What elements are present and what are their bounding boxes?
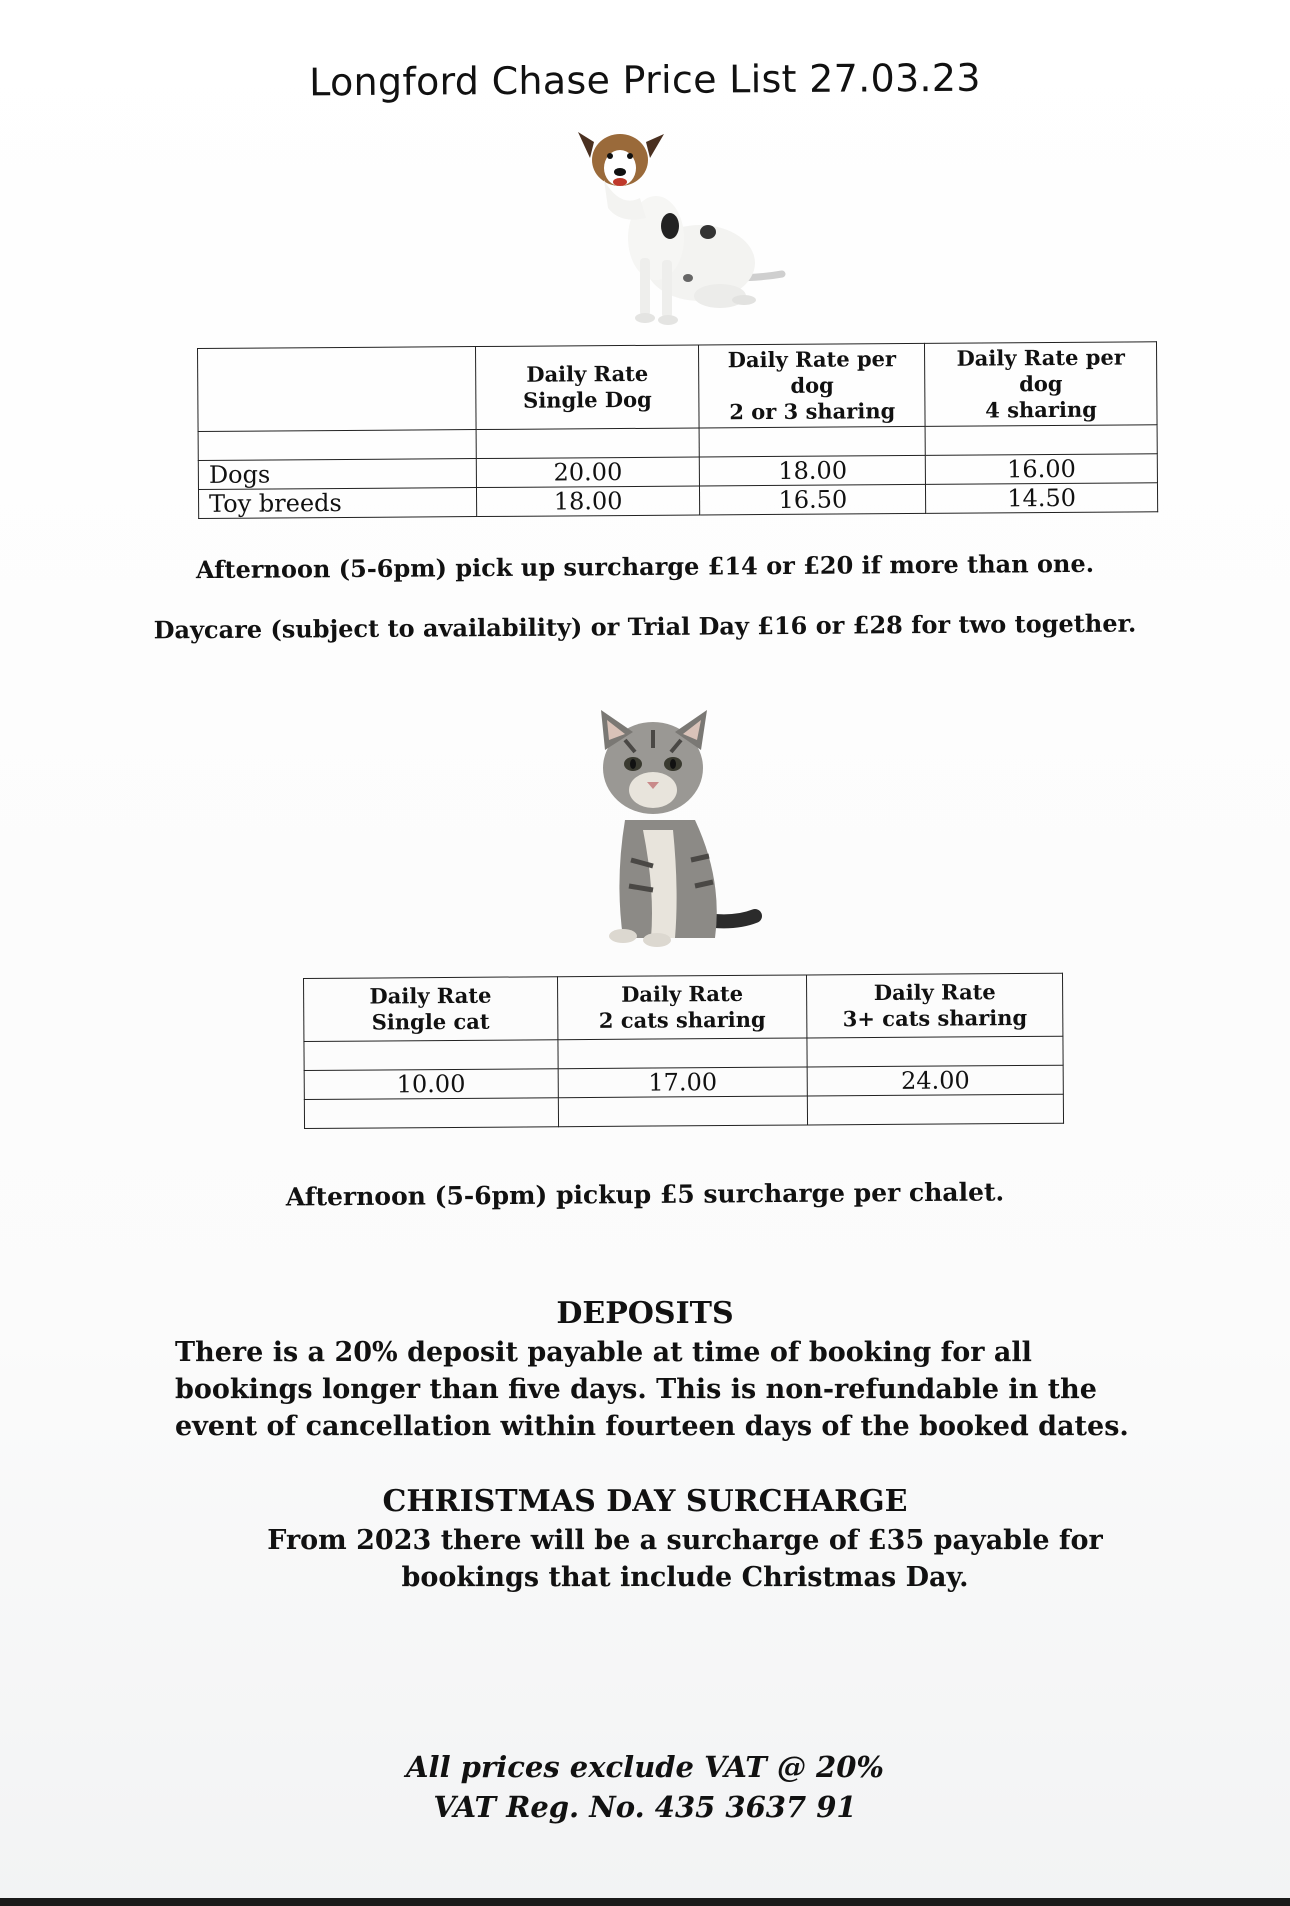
bottom-edge-bar [0,1898,1290,1906]
cat-illustration [595,710,765,950]
dog-illustration [560,128,790,328]
dog-rates-table [197,341,1158,519]
table-header-row [198,342,1158,432]
table-header-row [304,973,1063,1041]
rate-two-cats-sharing: 17.00 [558,1067,808,1098]
rate-single-cat: 10.00 [304,1069,558,1100]
rate-four-sharing: 14.50 [926,483,1158,514]
header-two-three-sharing: Daily Rate per dog 2 or 3 sharing [699,343,925,428]
table-spacer-row [304,1094,1063,1128]
rate-single-dog: 18.00 [476,486,700,517]
header-two-cats-sharing: Daily Rate 2 cats sharing [557,975,807,1040]
rate-two-three-sharing: 16.50 [700,484,926,515]
vat-note: All prices exclude VAT @ 20% [406,1750,884,1784]
deposits-heading: DEPOSITS [556,1296,734,1331]
christmas-text: From 2023 there will be a surcharge of £35 payable for bookings that include Christmas Day. [267,1525,1103,1593]
cat-pickup-surcharge-note: Afternoon (5-6pm) pickup £5 surcharge per chalet. [285,1177,1005,1212]
cat-rates-table [303,973,1064,1129]
daycare-note: Daycare (subject to availability) or Trial Day £16 or £28 for two together. [153,608,1137,645]
rate-four-sharing: 16.00 [925,454,1157,485]
rate-two-three-sharing: 18.00 [700,455,926,486]
dog-pickup-surcharge-note: Afternoon (5-6pm) pick up surcharge £14 or £20 if more than one. [195,548,1095,585]
page-title: Longford Chase Price List 27.03.23 [309,55,981,105]
rate-three-plus-cats-sharing: 24.00 [807,1065,1063,1096]
table-row [198,483,1157,519]
header-four-sharing: Daily Rate per dog 4 sharing [925,342,1157,427]
christmas-heading: CHRISTMAS DAY SURCHARGE [382,1484,908,1519]
rate-single-dog: 20.00 [476,457,700,488]
vat-reg-number: VAT Reg. No. 435 3637 91 [433,1790,857,1824]
table-row [304,1065,1063,1099]
row-label: Toy breeds [198,488,476,519]
header-empty [198,347,476,432]
header-single-dog: Daily Rate Single Dog [475,345,699,430]
row-label: Dogs [198,459,476,490]
header-three-plus-cats-sharing: Daily Rate 3+ cats sharing [807,973,1063,1038]
deposits-text: There is a 20% deposit payable at time of booking for all bookings longer than five days. This is non-refundable in the event of cancellation within fourteen days of the booked dates. [175,1337,1129,1442]
header-single-cat: Daily Rate Single cat [304,977,558,1042]
